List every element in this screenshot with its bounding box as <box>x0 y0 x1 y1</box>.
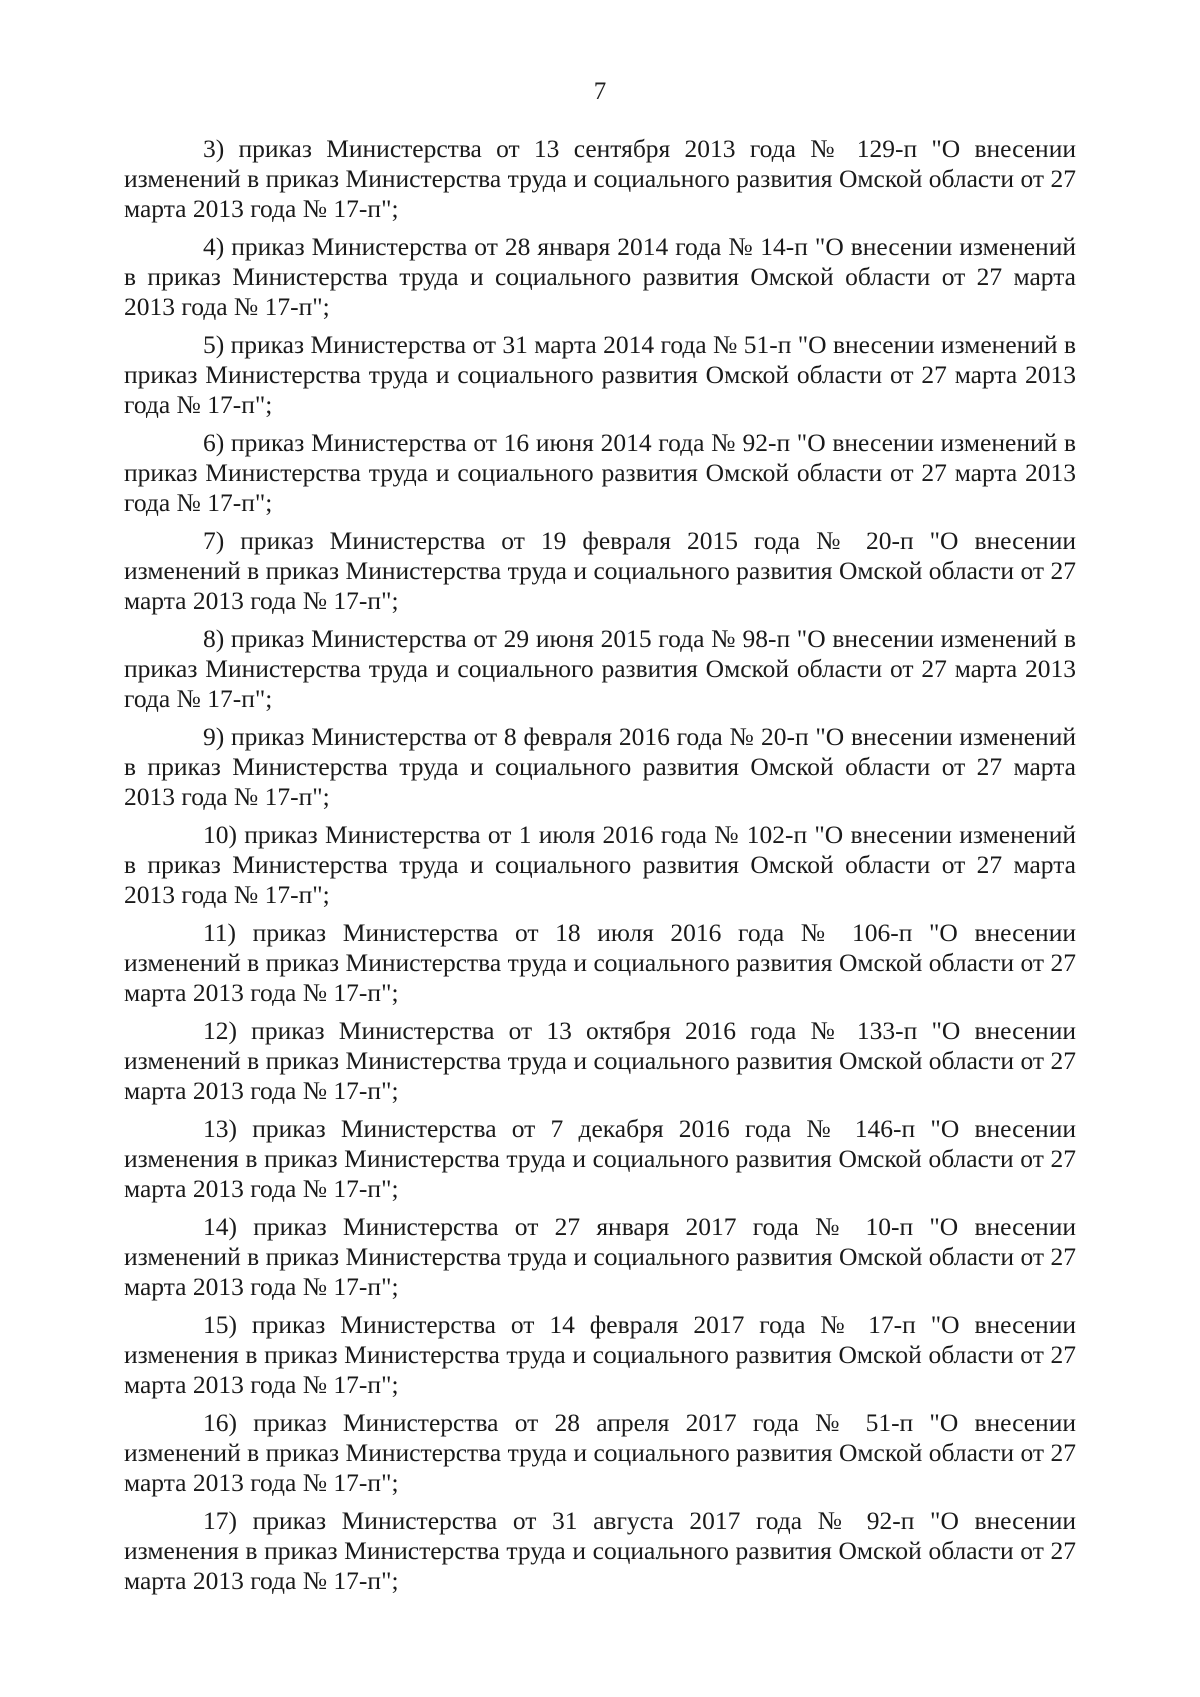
list-item: 12) приказ Министерства от 13 октября 2016 года № 133-п "О внесении изменений в приказ Министерства труда и социального развития Омской области от 27 марта 2013 года № 17-п"; <box>124 1016 1076 1105</box>
list-item: 10) приказ Министерства от 1 июля 2016 года № 102-п "О внесении изменений в приказ Министерства труда и социального развития Омской области от 27 марта 2013 года № 17-п"; <box>124 820 1076 909</box>
list-item: 3) приказ Министерства от 13 сентября 2013 года № 129-п "О внесении изменений в приказ Министерства труда и социального развития Омской области от 27 марта 2013 года № 17-п"; <box>124 134 1076 223</box>
order-list <box>124 134 1076 1604</box>
list-item: 14) приказ Министерства от 27 января 2017 года № 10-п "О внесении изменений в приказ Министерства труда и социального развития Омской области от 27 марта 2013 года № 17-п"; <box>124 1212 1076 1301</box>
list-item: 4) приказ Министерства от 28 января 2014 года № 14-п "О внесении изменений в приказ Министерства труда и социального развития Омской области от 27 марта 2013 года № 17-п"; <box>124 232 1076 321</box>
list-item: 7) приказ Министерства от 19 февраля 2015 года № 20-п "О внесении изменений в приказ Министерства труда и социального развития Омской области от 27 марта 2013 года № 17-п"; <box>124 526 1076 615</box>
list-item: 15) приказ Министерства от 14 февраля 2017 года № 17-п "О внесении изменения в приказ Министерства труда и социального развития Омской области от 27 марта 2013 года № 17-п"; <box>124 1310 1076 1399</box>
list-item: 11) приказ Министерства от 18 июля 2016 года № 106-п "О внесении изменений в приказ Министерства труда и социального развития Омской области от 27 марта 2013 года № 17-п"; <box>124 918 1076 1007</box>
list-item: 13) приказ Министерства от 7 декабря 2016 года № 146-п "О внесении изменения в приказ Министерства труда и социального развития Омской области от 27 марта 2013 года № 17-п"; <box>124 1114 1076 1203</box>
list-item: 9) приказ Министерства от 8 февраля 2016 года № 20-п "О внесении изменений в приказ Министерства труда и социального развития Омской области от 27 марта 2013 года № 17-п"; <box>124 722 1076 811</box>
list-item: 17) приказ Министерства от 31 августа 2017 года № 92-п "О внесении изменения в приказ Министерства труда и социального развития Омской области от 27 марта 2013 года № 17-п"; <box>124 1506 1076 1595</box>
list-item: 5) приказ Министерства от 31 марта 2014 года № 51-п "О внесении изменений в приказ Министерства труда и социального развития Омской области от 27 марта 2013 года № 17-п"; <box>124 330 1076 419</box>
list-item: 16) приказ Министерства от 28 апреля 2017 года № 51-п "О внесении изменений в приказ Министерства труда и социального развития Омской области от 27 марта 2013 года № 17-п"; <box>124 1408 1076 1497</box>
list-item: 8) приказ Министерства от 29 июня 2015 года № 98-п "О внесении изменений в приказ Министерства труда и социального развития Омской области от 27 марта 2013 года № 17-п"; <box>124 624 1076 713</box>
list-item: 6) приказ Министерства от 16 июня 2014 года № 92-п "О внесении изменений в приказ Министерства труда и социального развития Омской области от 27 марта 2013 года № 17-п"; <box>124 428 1076 517</box>
page-number: 7 <box>593 78 607 105</box>
